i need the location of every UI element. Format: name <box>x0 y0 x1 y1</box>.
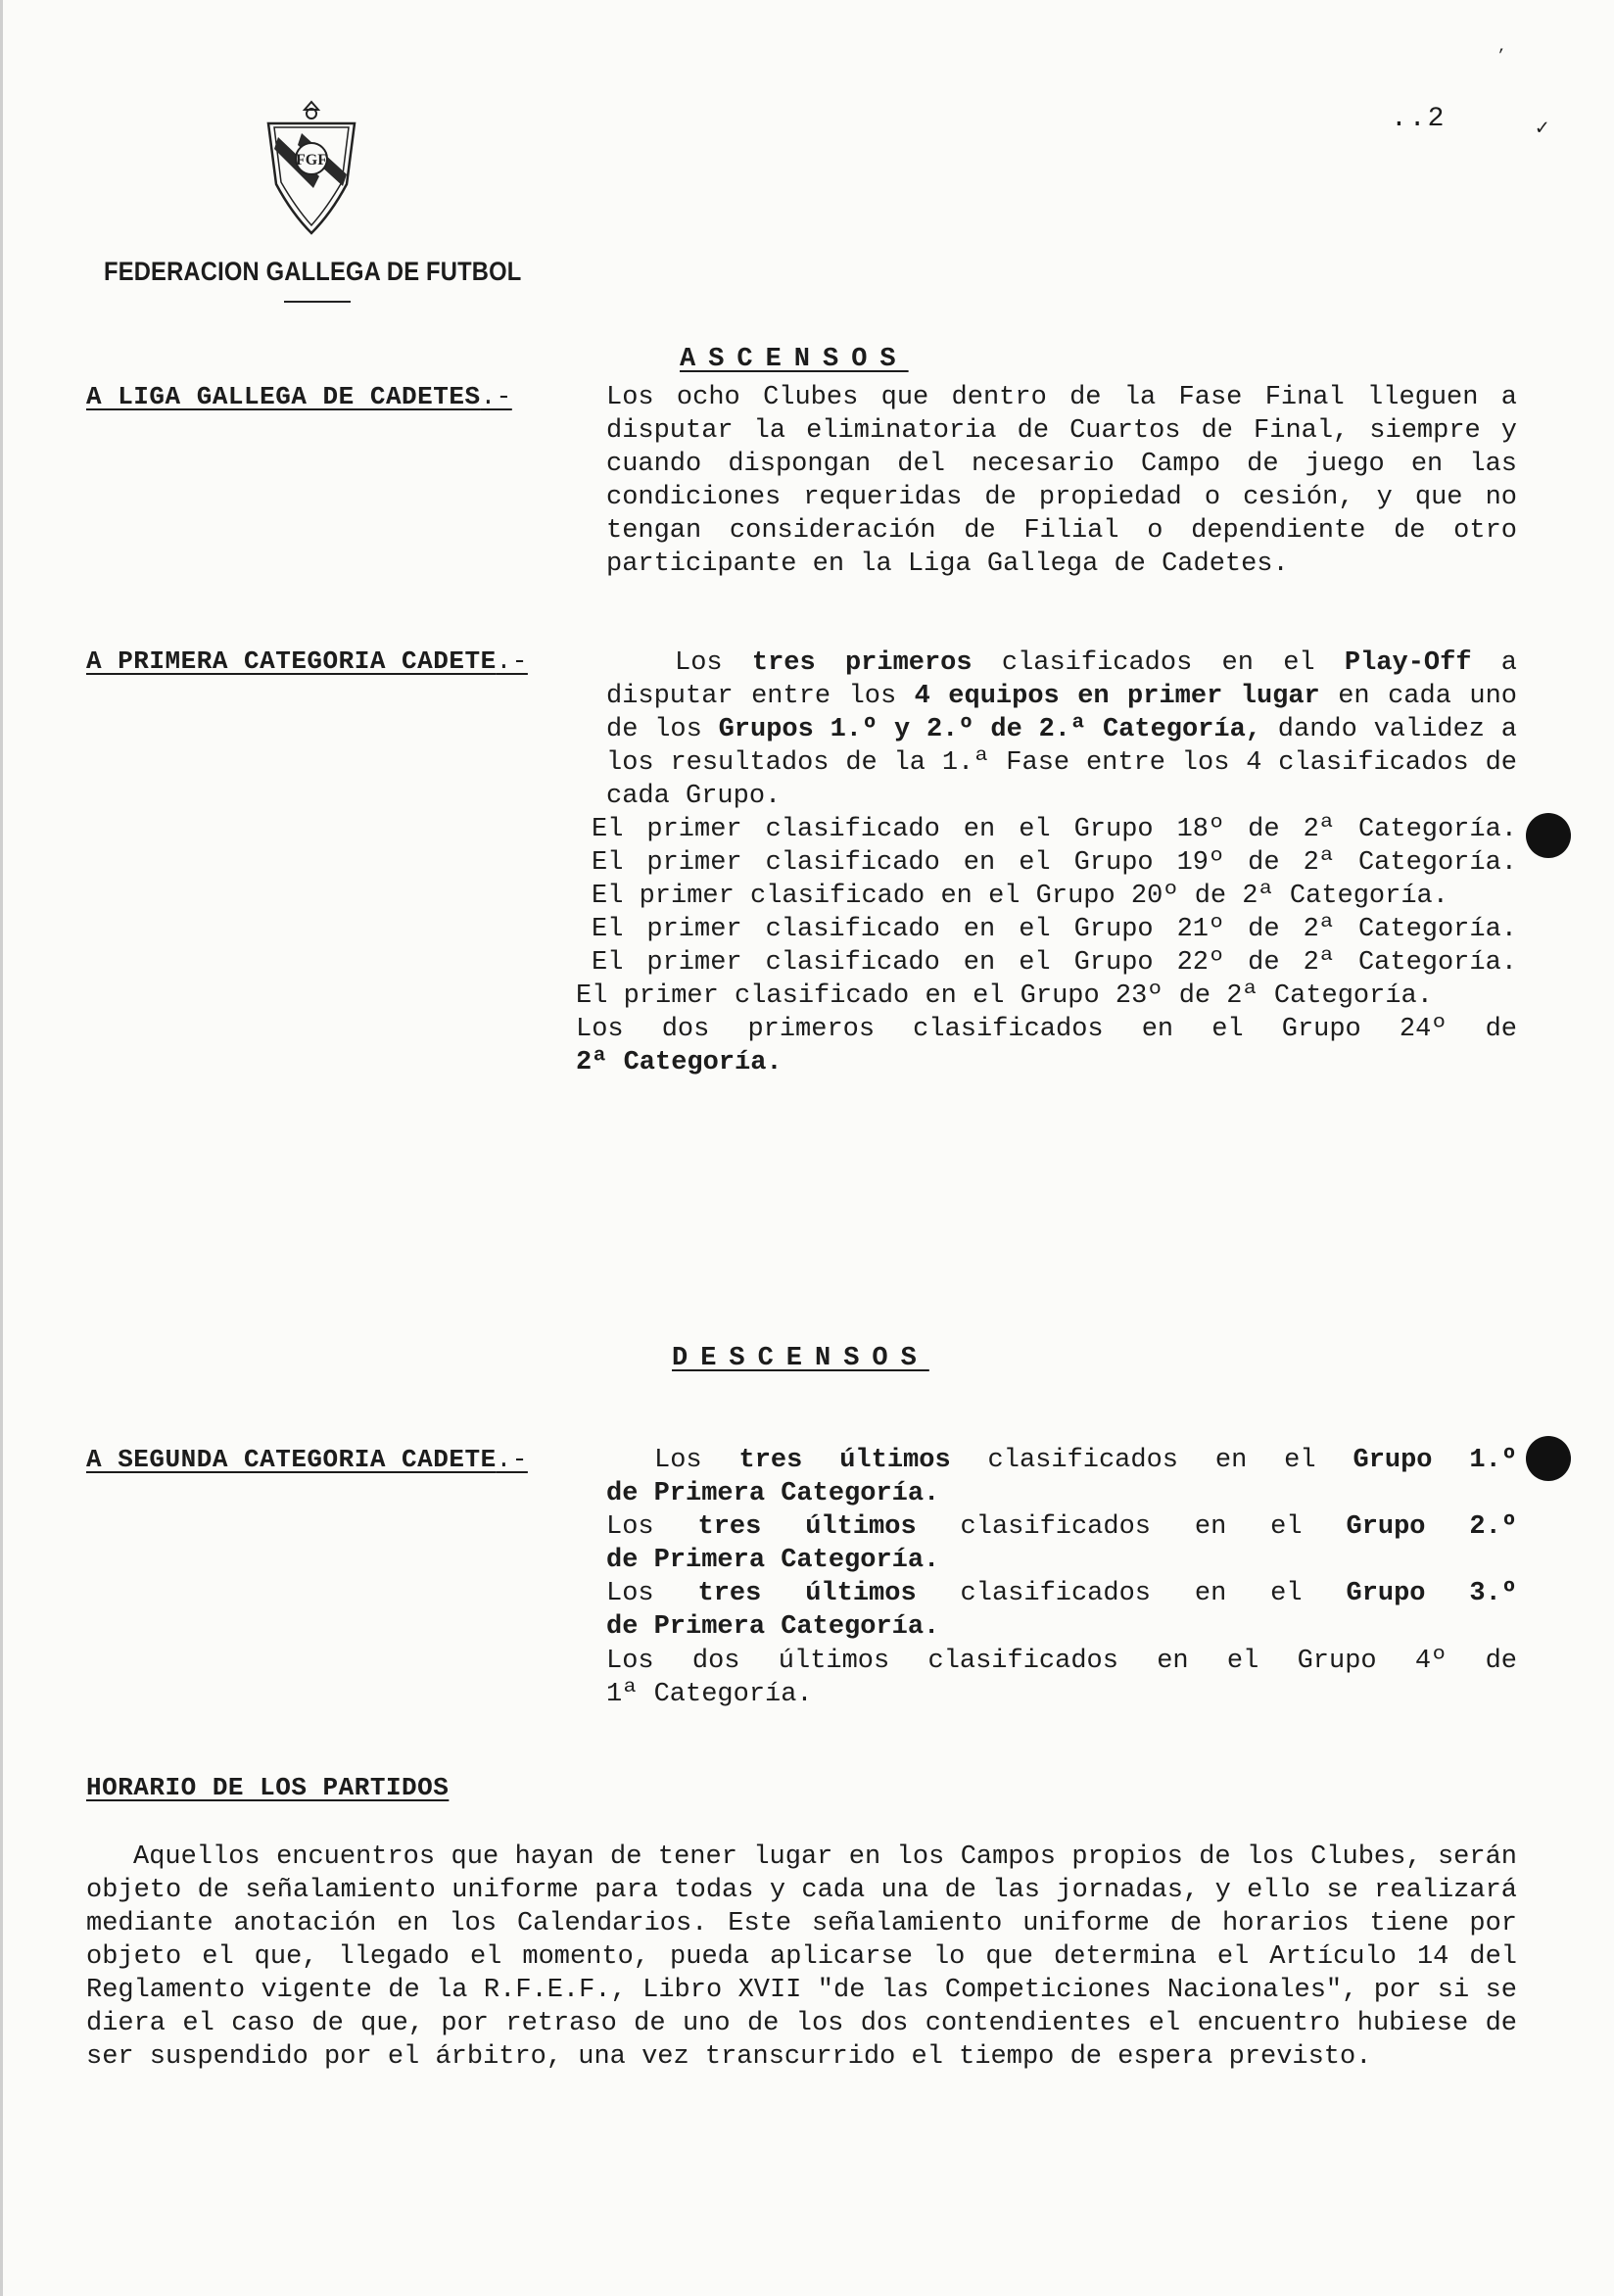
intro-part: dando validez a los resultados de la 1.ª Fase entre los 4 clasificados de cada Grupo. <box>606 715 1517 811</box>
segunda-item-3-cont: de Primera Categoría. <box>606 1612 940 1642</box>
liga-gallega-label-text: A LIGA GALLEGA DE CADETES <box>86 382 481 411</box>
intro-part: a disputar entre los <box>606 648 1518 711</box>
check-mark-icon: ✓ <box>1536 117 1549 141</box>
item-bold: tres últimos <box>697 1512 917 1542</box>
item-part: Los <box>654 1446 739 1475</box>
segunda-item-4-cont: 1ª Categoría. <box>606 1680 813 1709</box>
ascensos-title: ASCENSOS <box>680 345 909 374</box>
item-part: clasificados en el <box>916 1512 1347 1542</box>
primera-categoria-label <box>86 646 528 676</box>
segunda-categoria-label <box>86 1445 528 1474</box>
organization-name: FEDERACION GALLEGA DE FUTBOL <box>104 257 522 286</box>
intro-part: en cada uno de los <box>606 682 1517 744</box>
primera-line-6: El primer clasificado en el Grupo 23º de 2ª Categoría. <box>576 981 1433 1011</box>
segunda-categoria-label-text: A SEGUNDA CATEGORIA CADETE <box>86 1445 497 1474</box>
horario-paragraph: Aquellos encuentros que hayan de tener lugar en los Campos propios de los Clubes, serán objeto de señalamiento uniforme para todas y cada una de las jornadas, y ello se realizará mediante anotación en los Calendarios. Este señalamiento uniforme de horarios tiene por objeto el que, llegado el momento, pueda aplicarse lo que determina el Artículo 14 del Reglamento vigente de la R.F.E.F., Libro XVII "de las Competiciones Nacionales", por si se diera el caso de que, por retraso de uno de los dos contendientes el encuentro hubiese de ser suspendido por el árbitro, una vez transcurrido el tiempo de espera previsto. <box>86 1842 1517 2072</box>
primera-categoria-label-text: A PRIMERA CATEGORIA CADETE <box>86 646 497 676</box>
item-part: Los <box>606 1512 698 1542</box>
intro-part: Los <box>675 648 752 678</box>
segunda-item-2 <box>606 1510 1517 1544</box>
primera-line-8: 2ª Categoría. <box>576 1048 783 1077</box>
primera-line-1: El primer clasificado en el Grupo 18º de 2ª Categoría. <box>592 815 1517 844</box>
intro-bold: Grupos 1.º y 2.º de 2.ª Categoría, <box>718 715 1261 744</box>
segunda-item-1 <box>654 1444 1517 1477</box>
intro-bold: Play-Off <box>1344 648 1472 678</box>
item-part: clasificados en el <box>916 1579 1347 1608</box>
segunda-item-4: Los dos últimos clasificados en el Grupo 4º de <box>606 1647 1517 1676</box>
svg-text:FGF: FGF <box>296 152 327 168</box>
primera-line-2: El primer clasificado en el Grupo 19º de 2ª Categoría. <box>592 848 1517 878</box>
primera-categoria-intro <box>606 646 1517 813</box>
punch-hole <box>1526 813 1571 858</box>
scan-speck: ’ <box>1496 47 1506 65</box>
intro-bold: tres primeros <box>751 648 973 678</box>
segunda-item-2-cont: de Primera Categoría. <box>606 1546 940 1575</box>
horario-title: HORARIO DE LOS PARTIDOS <box>86 1773 450 1802</box>
primera-line-5: El primer clasificado en el Grupo 22º de 2ª Categoría. <box>592 948 1517 978</box>
item-part: clasificados en el <box>950 1446 1353 1475</box>
liga-gallega-paragraph: Los ocho Clubes que dentro de la Fase Final lleguen a disputar la eliminatoria de Cuartos de Final, siempre y cuando dispongan del necesario Campo de juego en las condiciones requeridas de propiedad o cesión, y que no tengan consideración de Filial o dependiente de otro participante en la Liga Gallega de Cadetes. <box>606 383 1517 579</box>
scan-edge <box>0 0 3 2296</box>
organization-underline <box>284 301 351 303</box>
item-bold: tres últimos <box>738 1446 951 1475</box>
federation-crest-icon <box>262 98 360 235</box>
segunda-item-1-cont: de Primera Categoría. <box>606 1479 940 1508</box>
item-bold: Grupo 1.º <box>1353 1446 1518 1475</box>
primera-line-4: El primer clasificado en el Grupo 21º de 2ª Categoría. <box>592 915 1517 944</box>
item-bold: Grupo 3.º <box>1346 1579 1518 1608</box>
primera-line-7: Los dos primeros clasificados en el Grupo 24º de <box>576 1015 1517 1044</box>
segunda-item-3 <box>606 1577 1517 1610</box>
segunda-categoria-label-suffix: .- <box>496 1445 528 1474</box>
intro-part: clasificados en el <box>972 648 1345 678</box>
punch-hole <box>1526 1436 1571 1481</box>
item-bold: tres últimos <box>697 1579 917 1608</box>
liga-gallega-label-suffix: .- <box>480 382 512 411</box>
primera-line-3: El primer clasificado en el Grupo 20º de 2ª Categoría. <box>592 882 1448 911</box>
intro-bold: 4 equipos en primer lugar <box>914 682 1320 711</box>
liga-gallega-label <box>86 382 512 411</box>
descensos-title: DESCENSOS <box>672 1344 929 1373</box>
page-number: ..2 <box>1391 104 1447 134</box>
item-bold: Grupo 2.º <box>1346 1512 1518 1542</box>
item-part: Los <box>606 1579 698 1608</box>
primera-categoria-label-suffix: .- <box>496 646 528 676</box>
